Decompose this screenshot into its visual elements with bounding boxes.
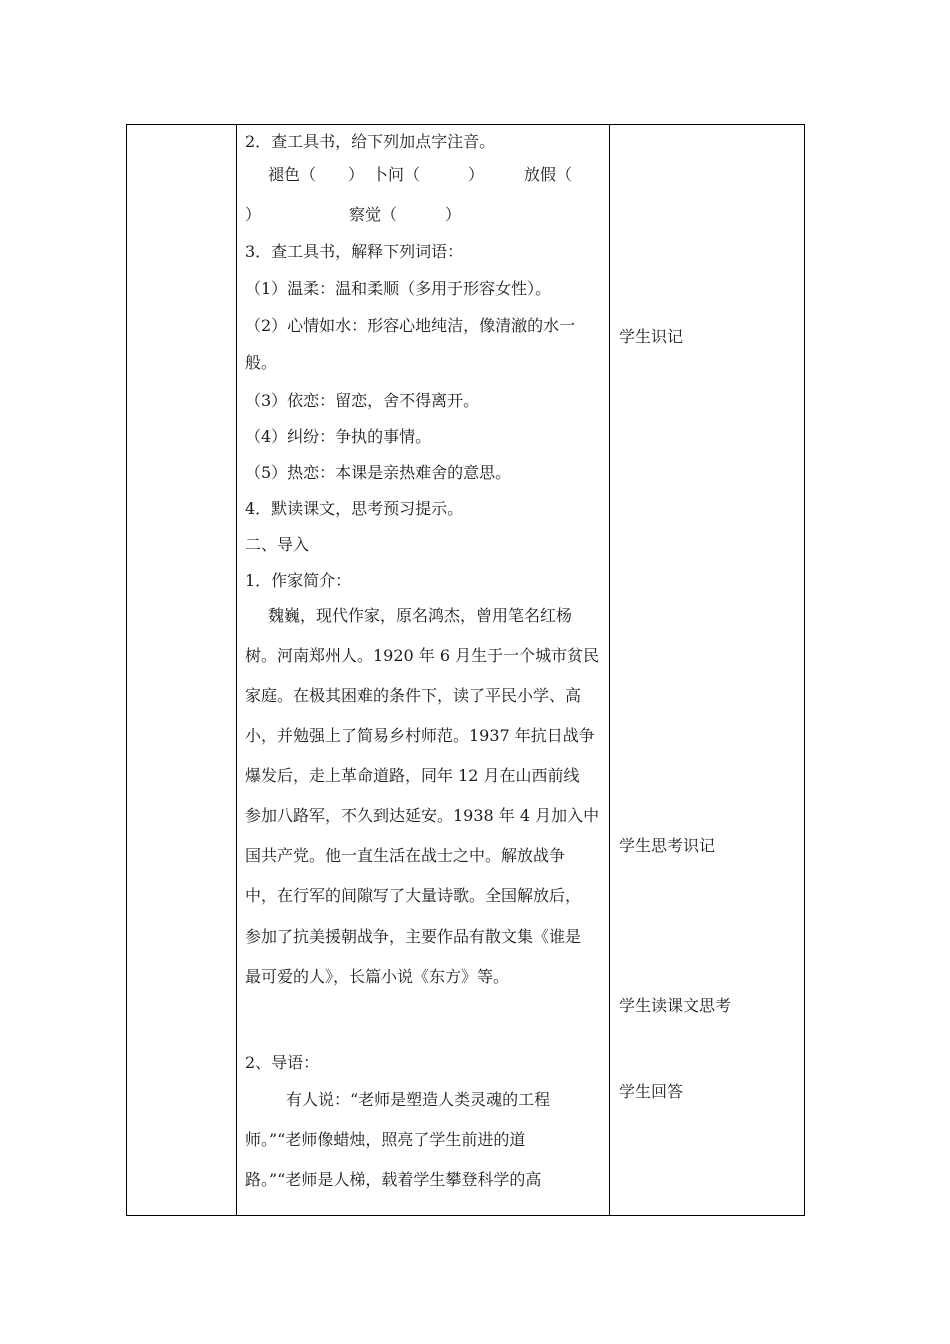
content-line: （4）纠纷：争执的事情。 [245,427,432,446]
column-divider-2 [609,125,610,1215]
content-line: （1）温柔：温和柔顺（多用于形容女性）。 [245,279,552,298]
content-line: ） 察觉（ ） [245,205,462,224]
content-line: 师。”“老师像蜡烛，照亮了学生前进的道 [245,1130,526,1149]
content-line: 爆发后，走上革命道路，同年 12 月在山西前线 [245,766,580,785]
section-heading: 二、导入 [245,535,310,554]
content-line: 有人说：“老师是塑造人类灵魂的工程 [286,1090,551,1109]
content-line: 3．查工具书，解释下列词语： [245,242,464,261]
content-line: 树。河南郑州人。1920 年 6 月生于一个城市贫民 [245,646,600,665]
activity-note: 学生识记 [619,327,684,346]
activity-note: 学生回答 [619,1082,684,1101]
content-line: 参加了抗美援朝战争，主要作品有散文集《谁是 [245,927,582,946]
content-line: 2．查工具书，给下列加点字注音。 [245,132,496,151]
content-line: 家庭。在极其困难的条件下，读了平民小学、高 [245,686,582,705]
content-line: 1．作家简介： [245,571,352,590]
content-line: 魏巍，现代作家，原名鸿杰，曾用笔名红杨 [268,606,573,625]
column-divider-1 [236,125,237,1215]
activity-note: 学生读课文思考 [619,996,732,1015]
content-line: 4．默读课文，思考预习提示。 [245,499,464,518]
content-line: 参加八路军，不久到达延安。1938 年 4 月加入中 [245,806,600,825]
content-line: 国共产党。他一直生活在战士之中。解放战争 [245,846,566,865]
activity-note: 学生思考识记 [619,836,716,855]
content-line: 褪色（ ） 卜问（ ） 放假（ [268,165,573,184]
content-line: 2、导语： [245,1053,320,1072]
content-line: 小，并勉强上了简易乡村师范。1937 年抗日战争 [245,726,595,745]
content-line: 般。 [245,353,278,372]
content-line: （3）依恋：留恋，舍不得离开。 [245,391,480,410]
content-line: （2）心情如水：形容心地纯洁，像清澈的水一 [245,316,576,335]
content-line: 中，在行军的间隙写了大量诗歌。全国解放后， [245,886,582,905]
content-line: 最可爱的人》，长篇小说《东方》等。 [245,967,510,986]
content-line: 路。”“老师是人梯，载着学生攀登科学的高 [245,1170,542,1189]
content-line: （5）热恋：本课是亲热难舍的意思。 [245,463,512,482]
